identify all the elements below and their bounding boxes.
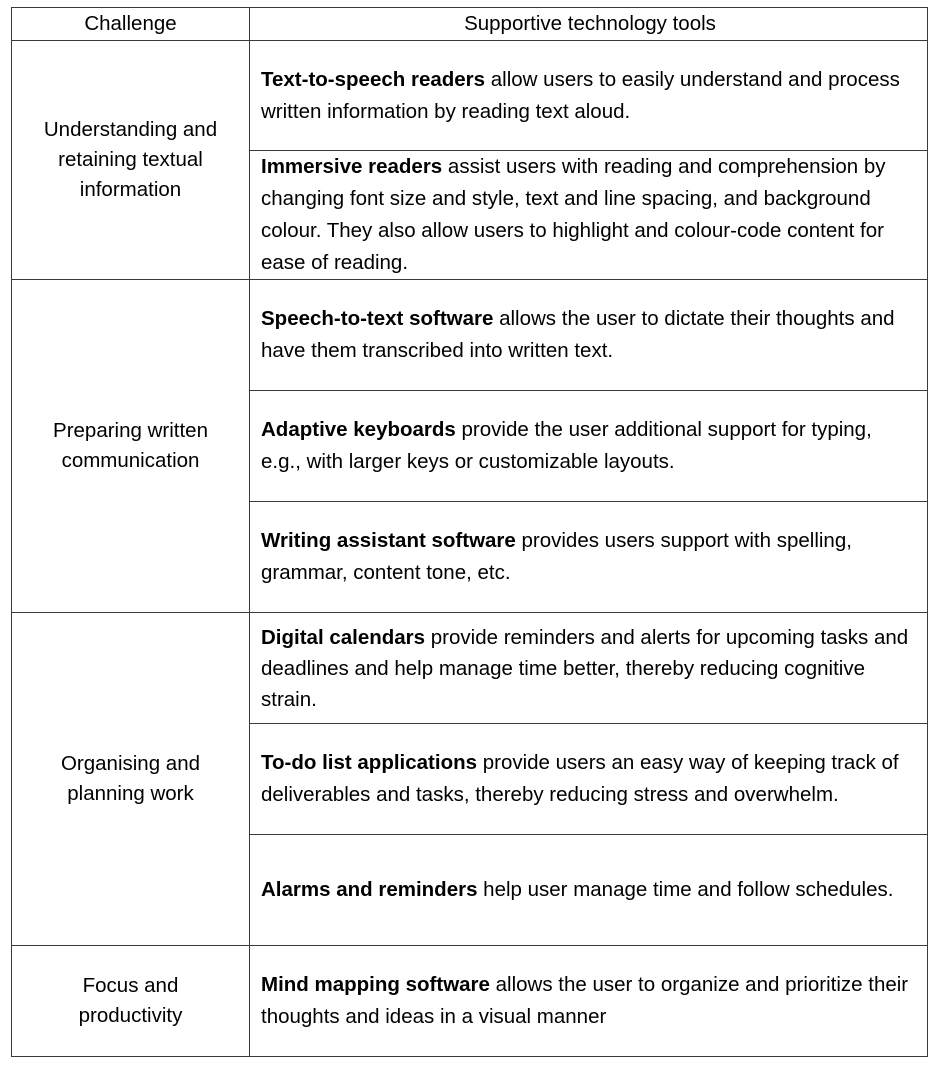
challenge-label: Preparing written communication bbox=[53, 419, 208, 472]
tool-description: provide the user additional support for typing, e.g., with larger keys or customizable layouts. bbox=[261, 418, 872, 473]
tool-cell bbox=[251, 946, 929, 1056]
tool-name: Adaptive keyboards bbox=[261, 418, 456, 441]
tool-description: help user manage time and follow schedules. bbox=[477, 878, 894, 901]
tool-name: Text-to-speech readers bbox=[261, 67, 486, 91]
tool-name: Alarms and reminders bbox=[261, 878, 478, 901]
tool-cell bbox=[251, 280, 929, 390]
tool-name: Writing assistant software bbox=[261, 529, 516, 552]
header-tools: Supportive technology tools bbox=[464, 12, 716, 35]
tool-description: assist users with reading and comprehension by changing font size and style, text and line spacing, and background colour. They also allow users to highlight and colour-code content for ease of reading. bbox=[261, 155, 886, 274]
tool-cell bbox=[251, 502, 929, 612]
tool-cell bbox=[251, 391, 929, 501]
tool-cell bbox=[251, 724, 929, 834]
tool-description: allow users to easily understand and process written information by reading text aloud. bbox=[261, 67, 900, 123]
support-tools-table bbox=[11, 7, 928, 1057]
tool-cell bbox=[251, 835, 929, 945]
tool-description: provides users support with spelling, grammar, content tone, etc. bbox=[261, 529, 852, 584]
tool-description: allows the user to dictate their thoughts and have them transcribed into written text. bbox=[261, 307, 895, 362]
challenge-label: Understanding and retaining textual information bbox=[43, 118, 218, 201]
challenge-label: Organising and planning work bbox=[60, 752, 201, 805]
challenge-cell bbox=[12, 613, 249, 945]
tool-description: provide reminders and alerts for upcoming tasks and deadlines and help manage time better, thereby reducing cognitive strain. bbox=[261, 625, 909, 711]
challenge-label: Focus and productivity bbox=[78, 974, 183, 1027]
column-divider bbox=[249, 8, 250, 1056]
tool-description: allows the user to organize and prioritize their thoughts and ideas in a visual manner bbox=[261, 973, 909, 1028]
tool-name: Immersive readers bbox=[261, 155, 443, 178]
tool-name: Mind mapping software bbox=[261, 973, 490, 996]
tool-cell bbox=[251, 41, 929, 150]
tool-name: Digital calendars bbox=[261, 625, 426, 649]
tool-description: provide users an easy way of keeping track of deliverables and tasks, thereby reducing stress and overwhelm. bbox=[261, 751, 899, 806]
challenge-cell bbox=[12, 41, 249, 279]
challenge-cell bbox=[12, 280, 249, 612]
tool-name: To-do list applications bbox=[261, 751, 478, 774]
header-challenge: Challenge bbox=[84, 12, 177, 35]
challenge-cell bbox=[12, 946, 249, 1056]
tool-cell bbox=[251, 613, 929, 723]
tool-cell bbox=[251, 151, 929, 279]
tool-name: Speech-to-text software bbox=[261, 307, 494, 330]
